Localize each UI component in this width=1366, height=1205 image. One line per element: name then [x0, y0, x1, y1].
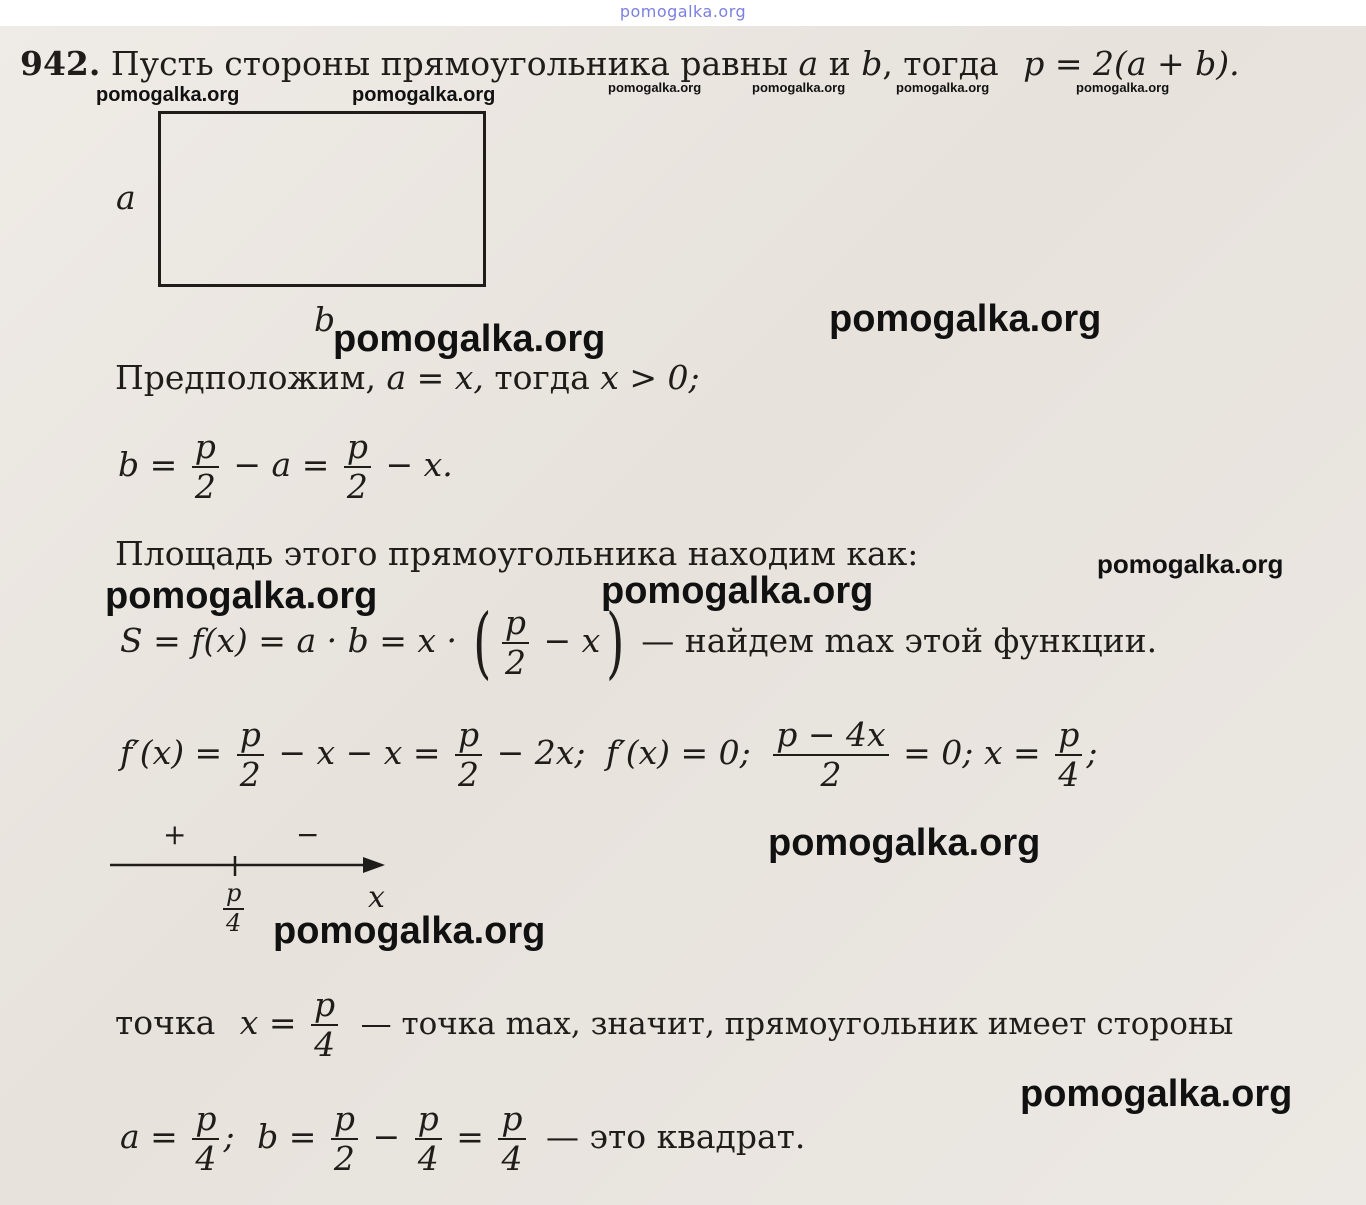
rectangle-figure	[158, 111, 486, 287]
deriv-eq0: = 0;	[903, 732, 974, 772]
final-beq: b =	[257, 1116, 317, 1156]
watermark: pomogalka.org	[1097, 549, 1284, 579]
frac-den: 2	[458, 754, 480, 794]
side-a-label: a	[116, 178, 136, 217]
assume-eq: a = x,	[386, 358, 484, 397]
frac-den: 2	[239, 754, 261, 794]
watermark: pomogalka.org	[608, 80, 702, 95]
deriv-minus2x: − 2x;	[496, 732, 586, 772]
final-line	[120, 1100, 805, 1178]
frac-den: 4	[314, 1024, 336, 1064]
s-lhs: S = f(x) = a · b = x ·	[120, 621, 457, 660]
watermark: pomogalka.org	[829, 298, 1102, 340]
fraction-p-over-2	[455, 716, 482, 794]
frac-num: p − 4x	[773, 716, 888, 756]
axis-x-label: x	[368, 880, 385, 915]
fraction-p-over-4	[1055, 716, 1082, 794]
problem-header	[20, 44, 1240, 83]
fraction-p-over-4	[192, 1100, 219, 1178]
frac-den: 4	[195, 1138, 217, 1178]
assume-then: тогда	[494, 358, 590, 397]
arrow-head-icon	[363, 857, 385, 873]
derivative-line	[120, 716, 1097, 794]
problem-number: 942.	[20, 44, 101, 83]
frac-num: p	[192, 428, 219, 468]
b-minus-x: − x.	[385, 444, 453, 484]
fraction-p-over-4	[498, 1100, 525, 1178]
assume-line	[115, 358, 700, 397]
watermark: pomogalka.org	[352, 84, 496, 106]
watermark: pomogalka.org	[105, 575, 378, 617]
fraction-p-over-2	[192, 428, 219, 506]
deriv-semi: ;	[1086, 732, 1098, 772]
assume-cond: x > 0;	[600, 358, 700, 397]
watermark: pomogalka.org	[1076, 80, 1170, 95]
fraction-p-over-2	[237, 716, 264, 794]
critical-point-label	[219, 880, 248, 937]
side-b-label: b	[314, 300, 336, 339]
perimeter-formula: p = 2(a + b).	[1023, 44, 1240, 83]
fraction-p-over-2	[331, 1100, 358, 1178]
b-minus-a: − a =	[233, 444, 330, 484]
close-paren: )	[606, 598, 625, 688]
frac-num: p	[455, 716, 482, 756]
var-b: b	[861, 44, 883, 83]
watermark: pomogalka.org	[768, 822, 1041, 864]
deriv-xeq: x =	[983, 732, 1041, 772]
frac-num: p	[192, 1100, 219, 1140]
s-tail: — найдем max этой функции.	[641, 621, 1158, 660]
final-minus: −	[372, 1116, 401, 1156]
deriv-part1: f′(x) =	[120, 732, 223, 772]
fraction-p-over-4	[311, 986, 338, 1064]
frac-num: p	[344, 428, 371, 468]
watermark: pomogalka.org	[333, 318, 606, 360]
fraction-p-over-4	[223, 880, 244, 937]
frac-num: p	[415, 1100, 442, 1140]
watermark: pomogalka.org	[273, 910, 546, 952]
watermark: pomogalka.org	[601, 570, 874, 612]
frac-den: 2	[333, 1138, 355, 1178]
watermark: pomogalka.org	[752, 80, 846, 95]
conclusion-line	[115, 986, 1233, 1064]
fraction-p-over-2	[502, 604, 529, 682]
s-minus-x: − x	[543, 621, 601, 660]
watermark: pomogalka.org	[1020, 1073, 1293, 1115]
conclusion-text1: точка	[115, 1002, 216, 1042]
top-watermark: pomogalka.org	[619, 2, 747, 21]
frac-num: p	[237, 716, 264, 756]
watermark: pomogalka.org	[896, 80, 990, 95]
var-a: a	[798, 44, 819, 83]
final-semi: ;	[223, 1116, 235, 1156]
conclusion-text2: — точка max, значит, прямоугольник имеет стороны	[360, 1005, 1234, 1042]
fraction-p-over-4	[415, 1100, 442, 1178]
frac-den: 2	[504, 643, 526, 682]
frac-num: p	[311, 986, 338, 1026]
assume-text: Предположим,	[115, 358, 376, 397]
then-word: , тогда	[882, 44, 999, 83]
b-lhs: b =	[118, 444, 178, 484]
problem-intro: Пусть стороны прямоугольника равны	[110, 44, 789, 83]
final-aeq: a =	[120, 1116, 178, 1156]
b-expression	[118, 428, 453, 506]
frac-num: p	[223, 880, 244, 910]
frac-den: 2	[346, 466, 368, 506]
deriv-mid: − x − x =	[278, 732, 441, 772]
frac-den: 4	[501, 1138, 523, 1178]
final-tail: — это квадрат.	[546, 1116, 806, 1156]
frac-den: 4	[417, 1138, 439, 1178]
sign-minus: −	[296, 818, 320, 851]
frac-num: p	[502, 604, 529, 644]
frac-den: 2	[194, 466, 216, 506]
open-paren: (	[473, 598, 492, 688]
fraction-p-over-2	[344, 428, 371, 506]
frac-num: p	[1055, 716, 1082, 756]
conclusion-xeq: x =	[239, 1002, 297, 1042]
frac-den: 2	[820, 754, 842, 794]
area-sentence: Площадь этого прямоугольника находим как:	[115, 534, 919, 573]
frac-den: 4	[226, 908, 242, 937]
final-eq: =	[456, 1116, 484, 1156]
and-word: и	[828, 44, 851, 83]
deriv-part2: f′(x) = 0;	[605, 732, 751, 772]
frac-den: 4	[1058, 754, 1080, 794]
sign-plus: +	[163, 818, 187, 851]
frac-num: p	[331, 1100, 358, 1140]
watermark: pomogalka.org	[96, 84, 240, 106]
frac-num: p	[498, 1100, 525, 1140]
fraction-p-4x-over-2	[773, 716, 888, 794]
